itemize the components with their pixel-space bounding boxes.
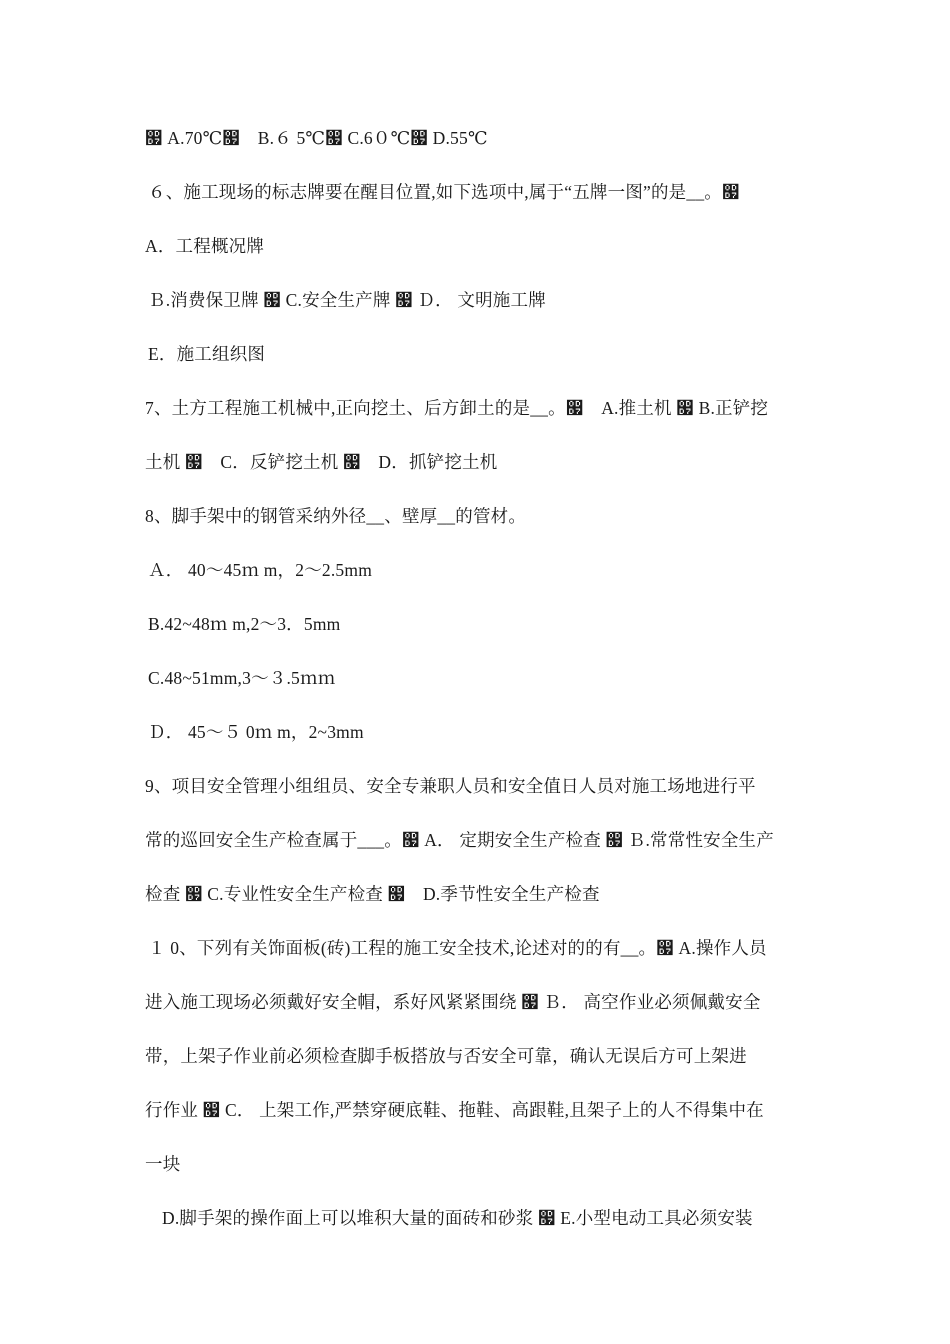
question-10-stem: １ 0、下列有关饰面板(砖)工程的施工安全技术,论述对的的有__。෗ A.操作人员 <box>148 938 767 958</box>
question-9-options: 检查 ෗ C.专业性安全生产检查 ෗ D.季节性安全生产检查 <box>145 884 600 904</box>
question-8-stem: 8、脚手架中的钢管采纳外径__、壁厚__的管材。 <box>145 506 527 526</box>
question-9-stem-line-1: 9、项目安全管理小组组员、安全专兼职人员和安全值日人员对施工场地进行平 <box>145 776 756 796</box>
question-8-option-c: C.48~51mm,3～３.5ｍｍ <box>148 668 336 688</box>
question-6-option-e: E．施工组织图 <box>148 344 266 364</box>
question-8-option-d: Ｄ． 45～５ 0ｍ m，2~3mm <box>148 722 364 742</box>
question-7-options: 土机 ෗ C．反铲挖土机 ෗ D．抓铲挖土机 <box>145 452 498 472</box>
question-6-stem: ６、施工现场的标志牌要在醒目位置,如下选项中,属于“五牌一图”的是__。෗ <box>148 182 740 202</box>
question-6-option-a: A．工程概况牌 <box>145 236 265 256</box>
question-8-option-b: B.42~48ｍ m,2～3．5mm <box>148 614 341 634</box>
question-10-text-line-2: 进入施工现场必须戴好安全帽，系好风紧紧围绕 ෗ Ｂ． 高空作业必须佩戴安全 <box>145 992 761 1012</box>
question-10-text-line-5: 一块 <box>145 1154 181 1174</box>
question-6-options-bcd: Ｂ.消费保卫牌 ෗ C.安全生产牌 ෗ Ｄ． 文明施工牌 <box>148 290 546 310</box>
question-8-option-a: Ａ． 40～45ｍ m，2～2.5mm <box>148 560 373 580</box>
question-10-text-line-3: 带，上架子作业前必须检查脚手板搭放与否安全可靠，确认无误后方可上架进 <box>145 1046 747 1066</box>
question-10-text-line-4: 行作业 ෗ C． 上架工作,严禁穿硬底鞋、拖鞋、高跟鞋,且架子上的人不得集中在 <box>145 1100 764 1120</box>
text-line-temperature-options: ෗ A.70℃෗ B.６ 5℃෗ C.6０℃෗ D.55℃ <box>145 128 488 148</box>
question-9-stem-line-2: 常的巡回安全生产检查属于___。෗ A． 定期安全生产检查 ෗ Ｂ.常常性安全生产 <box>145 830 774 850</box>
question-10-text-line-6: D.脚手架的操作面上可以堆积大量的面砖和砂浆 ෗ E.小型电动工具必须安装 <box>162 1208 753 1228</box>
question-7-stem: 7、土方工程施工机械中,正向挖土、后方卸土的是__。෗ A.推土机 ෗ B.正铲挖 <box>145 398 769 418</box>
